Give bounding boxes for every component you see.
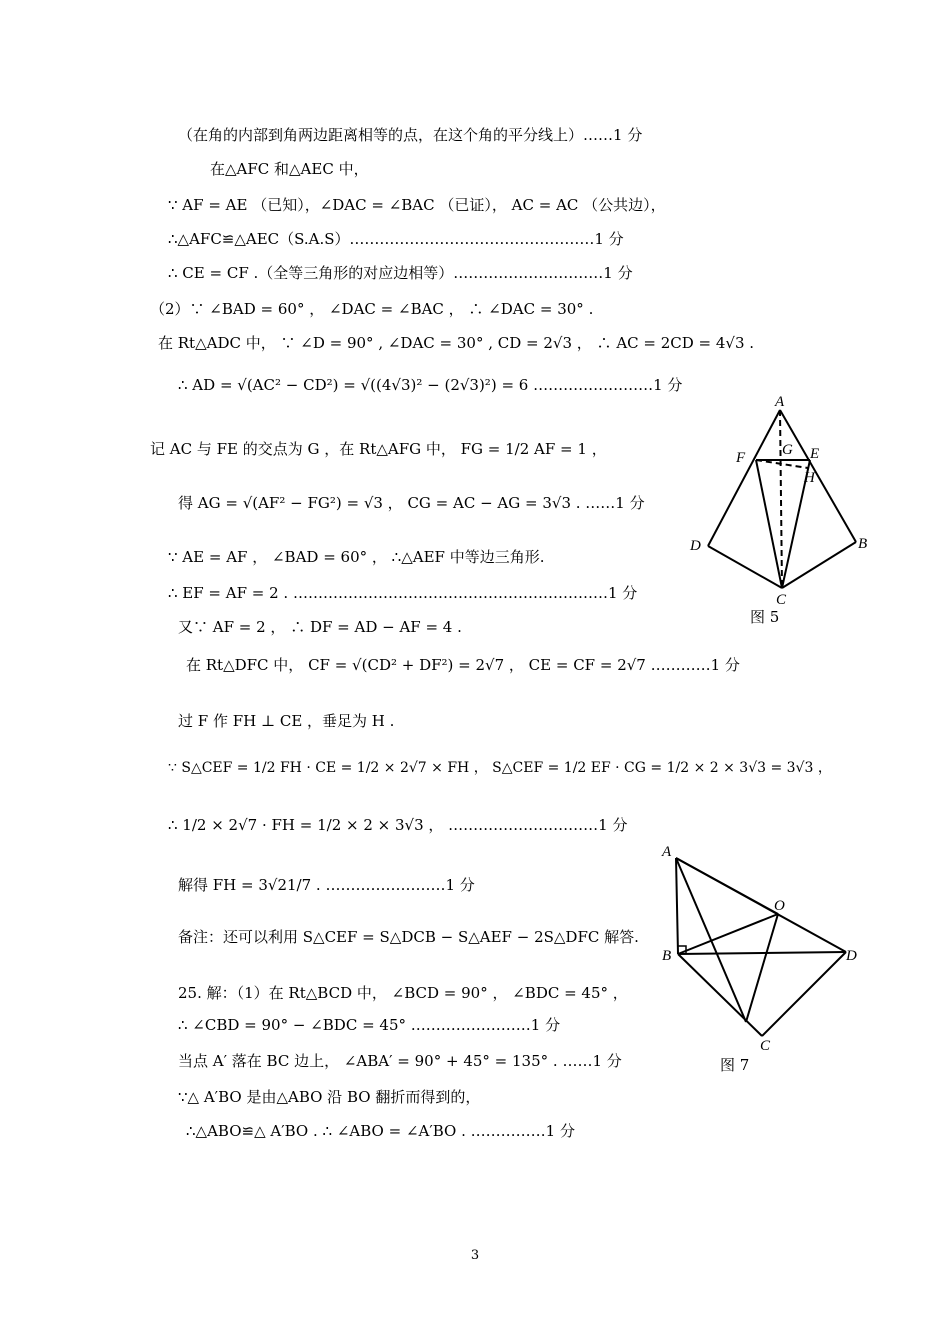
- text-line: 解得 FH = 3√21/7 . ……………………1 分: [178, 876, 475, 894]
- text-line: ∵ AF = AE （已知），∠DAC = ∠BAC （已证）， AC = AC （公共边），: [168, 196, 666, 214]
- text-line: ∴ CE = CF .（全等三角形的对应边相等）…………………………1 分: [168, 264, 633, 282]
- text-line: ∴ ∠CBD = 90° − ∠BDC = 45° ……………………1 分: [178, 1016, 561, 1034]
- label-C: C: [760, 1038, 771, 1054]
- figure-7-caption: 图 7: [720, 1056, 750, 1074]
- text-line: 在 Rt△ADC 中， ∵ ∠D = 90° , ∠DAC = 30° , CD = 2√3 ， ∴ AC = 2CD = 4√3 .: [158, 334, 755, 352]
- edge-AB: [780, 410, 856, 542]
- text-line: ∴△ABO≌△ A′BO . ∴ ∠ABO = ∠A′BO . ……………1 分: [186, 1122, 575, 1140]
- figure-7: [650, 836, 870, 1056]
- edge-BD: [678, 952, 846, 954]
- figure-5: [680, 390, 880, 620]
- text-line: 记 AC 与 FE 的交点为 G ，在 Rt△AFG 中， FG = 1/2 AF = 1 ，: [150, 440, 607, 458]
- edge-BC: [678, 954, 762, 1036]
- text-line: 又∵ AF = 2 ， ∴ DF = AD − AF = 4 .: [178, 618, 462, 636]
- edge-FC: [756, 460, 782, 588]
- label-B: B: [662, 948, 672, 964]
- label-D: D: [846, 948, 857, 964]
- edge-BC: [782, 542, 856, 588]
- label-O: O: [774, 898, 785, 914]
- text-line: 当点 A′ 落在 BC 边上， ∠ABA′ = 90° + 45° = 135° . ……1 分: [178, 1052, 622, 1070]
- edge-DC: [762, 952, 846, 1036]
- edge-AB: [676, 858, 678, 954]
- edge-DC: [708, 546, 782, 588]
- edge-BO: [678, 914, 778, 954]
- label-C: C: [776, 592, 787, 608]
- text-line: 在 Rt△DFC 中， CF = √(CD² + DF²) = 2√7 ， CE = CF = 2√7 …………1 分: [186, 656, 740, 674]
- edge-AC-dashed: [780, 410, 782, 588]
- text-line: 备注：还可以利用 S△CEF = S△DCB − S△AEF − 2S△DFC 解答.: [178, 928, 639, 946]
- text-line: （在角的内部到角两边距离相等的点，在这个角的平分线上）……1 分: [178, 126, 643, 144]
- edge-OC: [746, 914, 778, 1022]
- text-line: （2）∵ ∠BAD = 60° ， ∠DAC = ∠BAC ， ∴ ∠DAC = 30° .: [150, 300, 594, 318]
- text-line: ∵△ A′BO 是由△ABO 沿 BO 翻折而得到的，: [178, 1088, 481, 1106]
- label-D: D: [690, 538, 701, 554]
- text-line: ∴ EF = AF = 2 . ………………………………………………………1 分: [168, 584, 638, 602]
- label-B: B: [858, 536, 868, 552]
- edge-FH-dashed: [756, 460, 808, 468]
- label-A: A: [775, 394, 785, 410]
- text-line: ∴△AFC≌△AEC（S.A.S）.…………………………………………1 分: [168, 230, 624, 248]
- label-F: F: [736, 450, 746, 466]
- label-A: A: [662, 844, 672, 860]
- text-line: ∴ AD = √(AC² − CD²) = √((4√3)² − (2√3)²) = 6 ……………………1 分: [178, 376, 683, 394]
- text-line: 过 F 作 FH ⊥ CE ，垂足为 H .: [178, 712, 395, 730]
- text-line: 在△AFC 和△AEC 中，: [210, 160, 369, 178]
- text-line: 25. 解：（1）在 Rt△BCD 中， ∠BCD = 90° ， ∠BDC = 45° ，: [178, 984, 628, 1002]
- label-E: E: [810, 446, 820, 462]
- page-number: 3: [470, 1248, 480, 1263]
- text-line: 得 AG = √(AF² − FG²) = √3 ， CG = AC − AG = 3√3 . ……1 分: [178, 494, 645, 512]
- text-line: ∵ AE = AF ， ∠BAD = 60° ， ∴△AEF 中等边三角形.: [168, 548, 545, 566]
- edge-AD: [676, 858, 846, 952]
- figure-5-caption: 图 5: [750, 608, 780, 626]
- label-H: H: [804, 470, 815, 486]
- text-line: ∵ S△CEF = 1/2 FH · CE = 1/2 × 2√7 × FH ， S△CEF = 1/2 EF · CG = 1/2 × 2 × 3√3 = 3√3 ，: [168, 760, 832, 776]
- text-line: ∴ 1/2 × 2√7 · FH = 1/2 × 2 × 3√3 ， …………………………1 分: [168, 816, 628, 834]
- label-G: G: [782, 442, 793, 458]
